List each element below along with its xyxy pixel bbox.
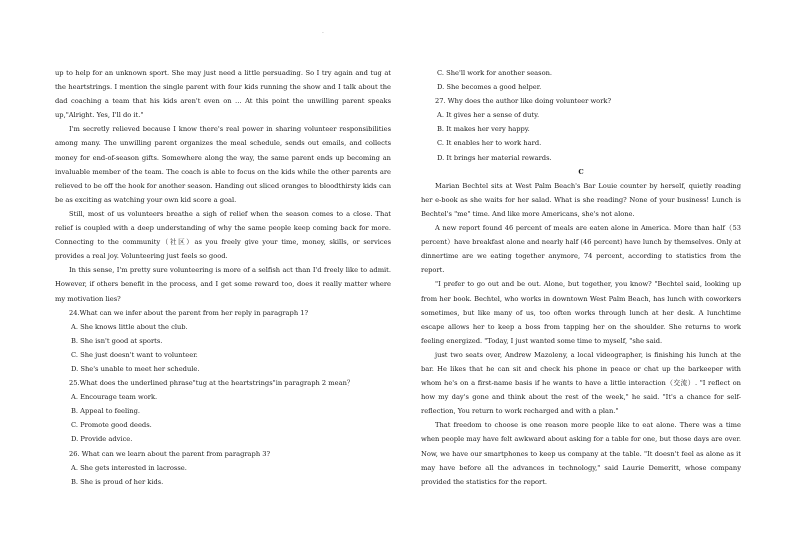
paragraph: That freedom to choose is one reason more people like to eat alone. There was a time when people may have felt awkward about asking for a table for one, but those days are over. Now, we have our smartphones to keep us company at the table. "It doesn't feel as alone as it may have before all the advances in technology," said Laurie Demeritt, whose company provided the statistics for the report.: [421, 421, 741, 486]
left-column: [55, 66, 391, 489]
question-27-option-a: A. It gives her a sense of duty.: [437, 111, 540, 120]
question-26-option-a: A. She gets interested in lacrosse.: [71, 463, 187, 472]
page-mark: ·: [322, 30, 324, 37]
question-25-option-d: D. Provide advice.: [71, 435, 133, 444]
paragraph: just two seats over, Andrew Mazoleny, a local videographer, is finishing his lunch at the bar. He likes that he can sit and check his phone in peace or chat up the barkeeper with whom he's on a first-name basis if he wants to have a little interaction（交流）. "I reflect on how my day's gone and think about the rest of the week," he said. "It's a chance for self-reflection, You return to work recharged and with a plan.": [421, 350, 741, 416]
question-27-stem: 27. Why does the author like doing volunteer work?: [435, 97, 612, 106]
question-24-option-a: A. She knows little about the club.: [71, 322, 188, 331]
question-26-option-c: C. She'll work for another season.: [437, 69, 553, 77]
question-25-stem: 25.What does the underlined phrase"tug at the heartstrings"in paragraph 2 mean？: [69, 379, 354, 388]
question-25-option-b: B. Appeal to feeling.: [71, 407, 140, 416]
paragraph: Still, most of us volunteers breathe a sigh of relief when the season comes to a close. That relief is coupled with a deep understanding of why the same people keep coming back for more. Connecting to the community（社区）as you freely give your time, money, skills, or services provides a real joy. Volunteering just feels so good.: [55, 209, 391, 261]
question-26-option-b: B. She is proud of her kids.: [71, 477, 164, 486]
paragraph: I'm secretly relieved because I know there's real power in sharing volunteer responsibilities among many. The unwilling parent organizes the meal schedule, sends out emails, and collects money for end-of-season gifts. Somewhere along the way, the same parent ends up becoming an invaluable member of the team. The coach is able to focus on the kids while the other parents are relieved to be off the hook for another season. Handing out sliced oranges to bloodthirsty kids can be as exciting as watching your own kid score a goal.: [55, 125, 391, 204]
question-27-option-b: B. It makes her very happy.: [437, 125, 530, 134]
paragraph: Marian Bechtel sits at West Palm Beach's Bar Louie counter by herself, quietly reading her e-book as she waits for her salad. What is she reading? None of your business! Lunch is Bechtel's "me" time. And like more Americans, she's not alone.: [421, 181, 741, 218]
paragraph: A new report found 46 percent of meals are eaten alone in America. More than half（53 percent）have breakfast alone and nearly half (46 percent) have lunch by themselves. Only at dinnertime are we eating together anymore, 74 percent, according to statistics from the report.: [421, 224, 741, 275]
question-27-option-d: D. It brings her material rewards.: [437, 153, 552, 162]
right-column: [421, 66, 741, 489]
question-27-option-c: C. It enables her to work hard.: [437, 139, 542, 148]
paragraph: In this sense, I'm pretty sure volunteering is more of a selfish act than I'd freely like to admit. However, if others benefit in the process, and I get some reward too, does it really matter where my motivation lies?: [55, 266, 391, 303]
question-26-option-d: D. She becomes a good helper.: [437, 83, 542, 92]
question-25-option-a: A. Encourage team work.: [71, 393, 158, 402]
question-24-option-c: C. She just doesn't want to volunteer.: [71, 350, 198, 359]
question-24-stem: 24.What can we infer about the parent from her reply in paragraph 1?: [69, 308, 309, 317]
section-heading: C: [578, 167, 584, 176]
question-25-option-c: C. Promote good deeds.: [71, 421, 152, 430]
question-24-option-d: D. She's unable to meet her schedule.: [71, 364, 200, 373]
paragraph-continued: up to help for an unknown sport. She may just need a little persuading. So I try again and tug at the heartstrings. I mention the single parent with four kids running the show and I talk about the dad coaching a team that his kids aren't even on … At this point the unwilling parent speaks up,"Alright. Yes, I'll do it.": [55, 69, 391, 120]
question-24-option-b: B. She isn't good at sports.: [71, 336, 163, 345]
question-26-stem: 26. What can we learn about the parent from paragraph 3?: [69, 449, 271, 458]
paragraph: "I prefer to go out and be out. Alone, but together, you know? "Bechtel said, looking up from her book. Bechtel, who works in downtown West Palm Beach, has lunch with coworkers sometimes, but like many of us, too often works through lunch at her desk. A lunchtime escape allows her to keep a boss from tapping her on the shoulder. She returns to work feeling energized. "Today, I just wanted some time to myself, "she said.: [421, 280, 741, 345]
